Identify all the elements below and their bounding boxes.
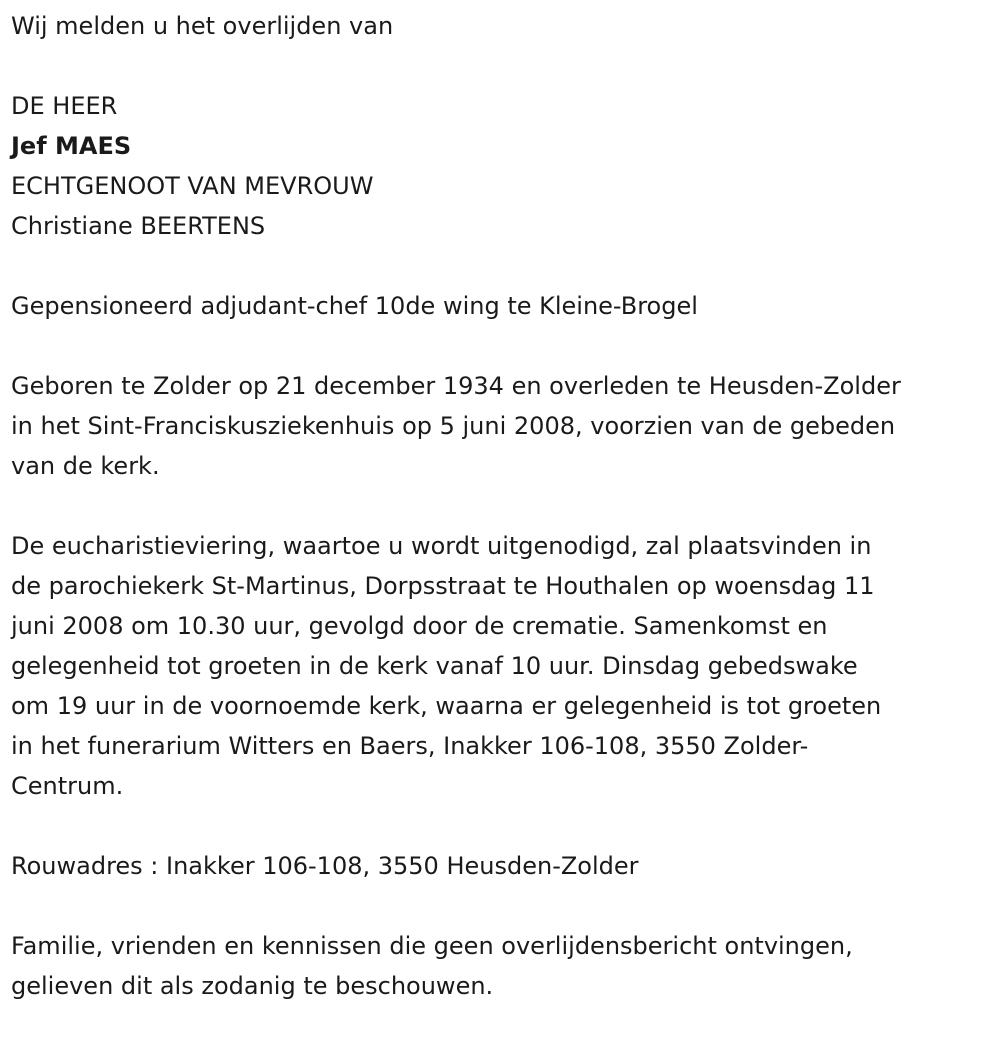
- deceased-block: [11, 86, 991, 246]
- ceremony-paragraph: [11, 526, 991, 806]
- intro-paragraph: [11, 6, 991, 46]
- intro-text: Wij melden u het overlijden van: [11, 12, 394, 40]
- closing-paragraph: [11, 926, 991, 1006]
- ceremony-line: gelegenheid tot groeten in de kerk vanaf 10 uur. Dinsdag gebedswake: [11, 652, 858, 680]
- ceremony-line: om 19 uur in de voornoemde kerk, waarna er gelegenheid is tot groeten: [11, 692, 882, 720]
- title-prefix: DE HEER: [11, 92, 118, 120]
- ceremony-line: in het funerarium Witters en Baers, Inakker 106-108, 3550 Zolder-: [11, 732, 809, 760]
- birth-death-paragraph: [11, 366, 991, 486]
- deceased-name: Jef MAES: [11, 132, 132, 160]
- spouse-label: ECHTGENOOT VAN MEVROUW: [11, 172, 374, 200]
- ceremony-line: juni 2008 om 10.30 uur, gevolgd door de crematie. Samenkomst en: [11, 612, 828, 640]
- birth-death-line: Geboren te Zolder op 21 december 1934 en overleden te Heusden-Zolder: [11, 372, 901, 400]
- mourning-address-paragraph: [11, 846, 991, 886]
- closing-line: gelieven dit als zodanig te beschouwen.: [11, 972, 494, 1000]
- ceremony-line: De eucharistieviering, waartoe u wordt uitgenodigd, zal plaatsvinden in: [11, 532, 872, 560]
- occupation-text: Gepensioneerd adjudant-chef 10de wing te Kleine-Brogel: [11, 292, 698, 320]
- spouse-name: Christiane BEERTENS: [11, 212, 266, 240]
- death-notice: [11, 6, 991, 1006]
- occupation-paragraph: [11, 286, 991, 326]
- ceremony-line: de parochiekerk St-Martinus, Dorpsstraat te Houthalen op woensdag 11: [11, 572, 875, 600]
- birth-death-line: van de kerk.: [11, 452, 160, 480]
- birth-death-line: in het Sint-Franciskusziekenhuis op 5 juni 2008, voorzien van de gebeden: [11, 412, 896, 440]
- closing-line: Familie, vrienden en kennissen die geen overlijdensbericht ontvingen,: [11, 932, 853, 960]
- mourning-address: Rouwadres : Inakker 106-108, 3550 Heusden-Zolder: [11, 852, 639, 880]
- ceremony-line: Centrum.: [11, 772, 124, 800]
